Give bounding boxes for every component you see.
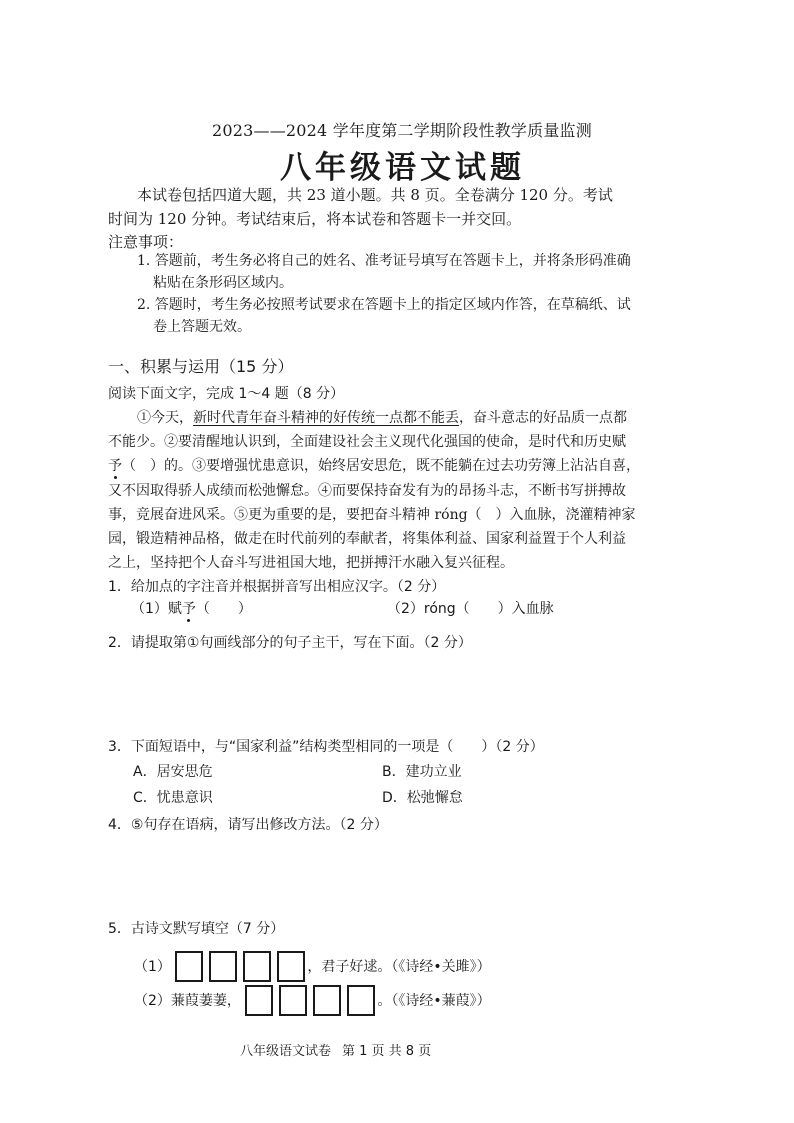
passage-line-7: 之上，坚持把个人奋斗写进祖国大地，把拼搏汗水融入复兴征程。 — [108, 555, 514, 571]
footer-subject: 八年级语文试卷 — [240, 1044, 332, 1059]
passage-line-1 — [137, 408, 627, 428]
passage-text: ①今天， — [137, 410, 193, 426]
passage-line-3 — [108, 456, 640, 476]
passage-text: ，奋斗意志的好品质一点都 — [459, 410, 627, 426]
part-label: （1）赋 — [131, 601, 182, 617]
option-d: D．松弛懈怠 — [382, 790, 463, 806]
underlined-sentence: 新时代青年奋斗精神的好传统一点都不能丢 — [193, 410, 459, 426]
passage-line-6: 园，锻造精神品格，做走在时代前列的奉献者，将集体利益、国家利益置于个人利益 — [108, 531, 626, 547]
passage-line-2: 不能少。②要清醒地认识到，全面建设社会主义现代化强国的使命，是时代和历史赋 — [108, 434, 626, 450]
intro-line-1: 本试卷包括四道大题，共 23 道小题。共 8 页。全卷满分 120 分。考试 — [137, 186, 613, 204]
answer-boxes — [245, 985, 377, 1017]
item-label: （2）蒹葭萋萋， — [134, 992, 241, 1009]
question-5-item-2 — [134, 985, 491, 1017]
answer-box — [313, 985, 341, 1016]
note-item-2-line-1: 2. 答题时，考生务必按照考试要求在答题卡上的指定区域内作答，在草稿纸、试 — [137, 297, 631, 313]
notes-heading: 注意事项： — [108, 233, 184, 251]
item-tail: ，君子好逑。（《诗经•关雎》） — [307, 958, 491, 975]
item-label: （1） — [134, 958, 171, 975]
answer-box — [175, 951, 203, 982]
option-b: B．建功立业 — [382, 764, 462, 780]
question-1-part-1 — [131, 599, 252, 619]
note-item-1-line-1: 1. 答题前，考生务必将自己的姓名、准考证号填写在答题卡上，并将条形码准确 — [137, 253, 631, 269]
answer-blank: （ ） — [195, 601, 252, 617]
question-2: 2．请提取第①句画线部分的句子主干，写在下面。（2 分） — [108, 635, 472, 651]
option-c: C．忧患意识 — [133, 790, 213, 806]
passage-text: （ ）的。③要增强忧患意识，始终居安思危，既不能躺在过去功劳簿上沾沾自喜， — [122, 458, 640, 474]
dotted-character: 予 — [181, 601, 196, 617]
answer-box — [243, 951, 271, 982]
question-5-item-1 — [134, 951, 491, 983]
footer-page-info: 第 1 页 共 8 页 — [342, 1044, 432, 1059]
answer-box — [279, 985, 307, 1016]
passage-line-5: 事，竞展奋进风采。⑤更为重要的是，要把奋斗精神 róng（ ）入血脉，浇灌精神家 — [108, 507, 636, 523]
answer-boxes — [175, 951, 307, 983]
passage-line-4: 又不因取得骄人成绩而松弛懈怠。④而要保持奋发有为的昂扬斗志，不断书写拼搏故 — [108, 483, 626, 499]
answer-box — [209, 951, 237, 982]
intro-line-2: 时间为 120 分钟。考试结束后，将本试卷和答题卡一并交回。 — [108, 210, 522, 228]
question-4: 4．⑤句存在语病，请写出修改方法。（2 分） — [108, 817, 388, 833]
page-title: 八年级语文试题 — [280, 150, 525, 186]
question-1-part-2: （2）róng（ ）入血脉 — [387, 601, 554, 617]
dotted-character: 予 — [108, 458, 122, 474]
note-item-1-line-2: 粘贴在条形码区域内。 — [153, 275, 293, 291]
exam-header: 2023——2024 学年度第二学期阶段性教学质量监测 — [212, 121, 592, 140]
answer-box — [277, 951, 305, 982]
question-3: 3．下面短语中，与“国家利益”结构类型相同的一项是（ ）（2 分） — [108, 739, 544, 755]
answer-box — [347, 985, 375, 1016]
note-item-2-line-2: 卷上答题无效。 — [153, 319, 251, 335]
answer-box — [245, 985, 273, 1016]
option-a: A．居安思危 — [133, 764, 213, 780]
question-5: 5．古诗文默写填空（7 分） — [108, 921, 285, 937]
question-1: 1．给加点的字注音并根据拼音写出相应汉字。（2 分） — [108, 579, 446, 595]
item-tail: 。（《诗经•蒹葭》） — [377, 992, 491, 1009]
reading-prompt: 阅读下面文字，完成 1～4 题（8 分） — [108, 386, 345, 402]
section-1-heading: 一、积累与运用（15 分） — [108, 357, 294, 376]
